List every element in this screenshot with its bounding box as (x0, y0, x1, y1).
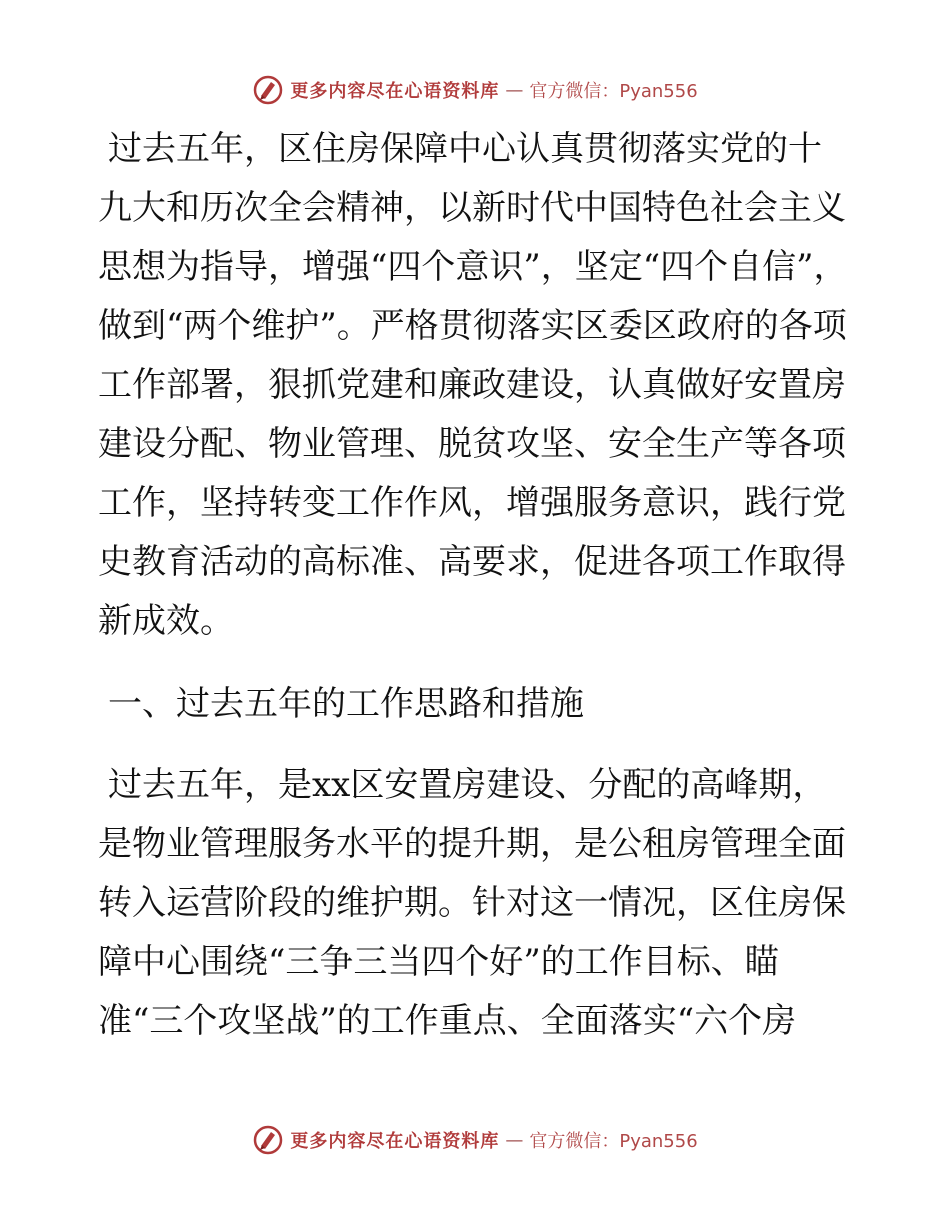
pen-logo-icon (252, 74, 284, 106)
watermark-banner-bottom (0, 1120, 950, 1160)
section-heading: 一、过去五年的工作思路和措施 (108, 684, 584, 724)
paragraph-section-1: 过去五年，是xx区安置房建设、分配的高峰期，是物业管理服务水平的提升期，是公租房管理全面转入运营阶段的维护期。针对这一情况，区住房保障中心围绕“三争三当四个好”的工作目标、瞄准“三个攻坚战”的工作重点、全面落实“六个房 (98, 765, 846, 1041)
watermark-banner-top (0, 70, 950, 110)
watermark-separator: — (505, 79, 524, 101)
watermark-site-text: 更多内容尽在心语资料库 (290, 81, 500, 102)
watermark-wechat-text: 官方微信：Pyan556 (529, 1131, 698, 1152)
paragraph-intro: 过去五年，区住房保障中心认真贯彻落实党的十九大和历次全会精神，以新时代中国特色社会主义思想为指导，增强“四个意识”，坚定“四个自信”，做到“两个维护”。严格贯彻落实区委区政府的各项工作部署，狠抓党建和廉政建设，认真做好安置房建设分配、物业管理、脱贫攻坚、安全生产等各项工作，坚持转变工作作风，增强服务意识，践行党史教育活动的高标准、高要求，促进各项工作取得新成效。 (98, 129, 848, 641)
pen-logo-icon (252, 1124, 284, 1156)
watermark-site-text: 更多内容尽在心语资料库 (290, 1131, 500, 1152)
watermark-wechat-text: 官方微信：Pyan556 (529, 81, 698, 102)
document-body (98, 120, 850, 1051)
watermark-separator: — (505, 1129, 524, 1151)
